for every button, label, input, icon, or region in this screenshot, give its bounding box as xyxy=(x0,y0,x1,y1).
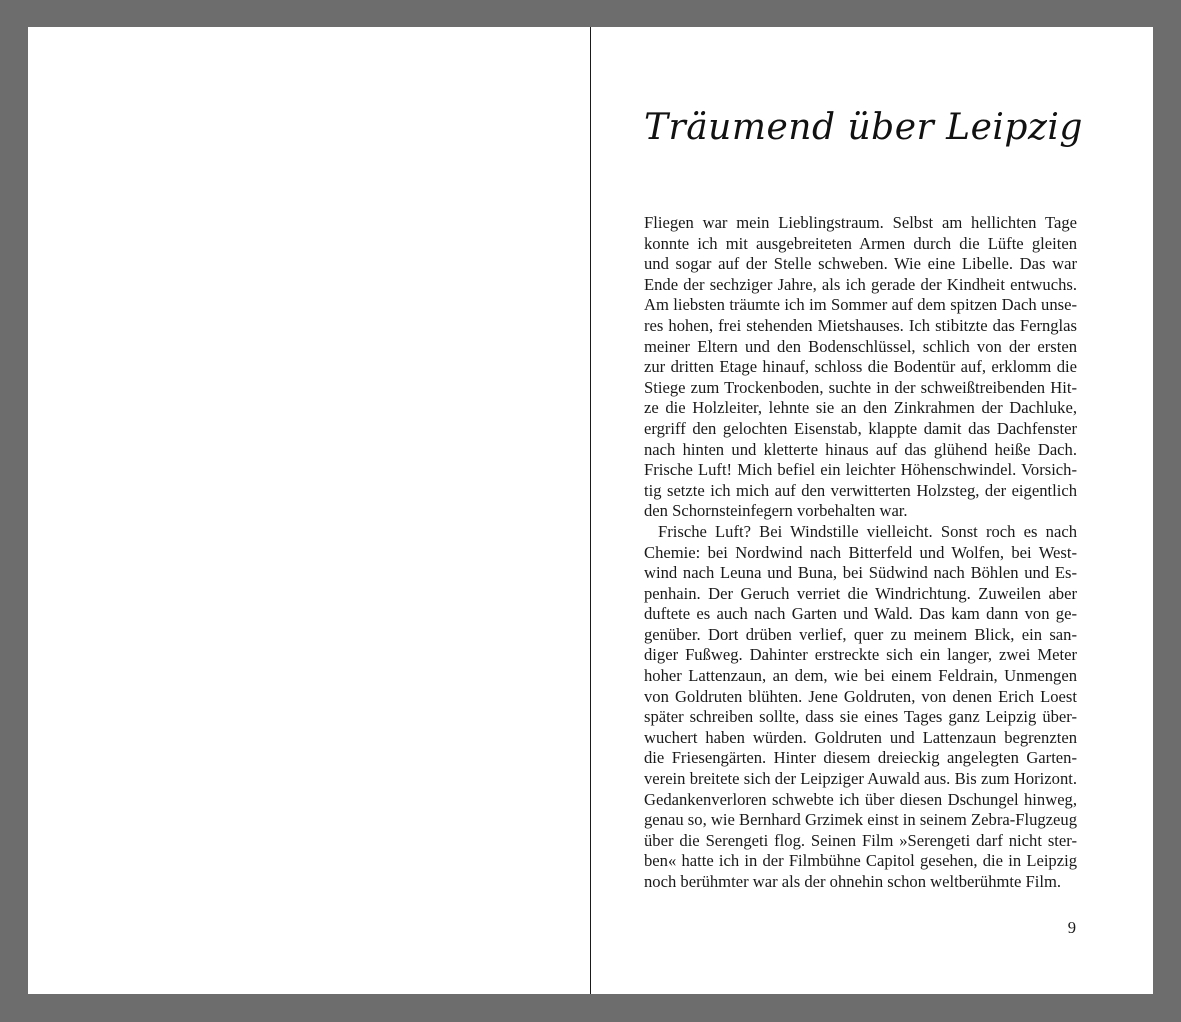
text-line: zur dritten Etage hinauf, schloss die Bodentür auf, erklomm die xyxy=(644,357,1077,377)
text-line: Stiege zum Trockenboden, suchte in der schweißtreibenden Hit- xyxy=(644,377,1077,397)
text-line: die Friesengärten. Hinter diesem dreieckig angelegten Garten- xyxy=(644,748,1077,768)
text-line: nach hinten und kletterte hinaus auf das glühend heiße Dach. xyxy=(644,439,1077,459)
text-line: später schreiben sollte, dass sie eines Tages ganz Leipzig über- xyxy=(644,707,1077,727)
text-line: ben« hatte ich in der Filmbühne Capitol gesehen, die in Leipzig xyxy=(644,851,1077,871)
text-line: Fliegen war mein Lieblingstraum. Selbst am hellichten Tage xyxy=(644,213,1077,232)
text-line: ergriff den gelochten Eisenstab, klappte damit das Dachfenster xyxy=(644,418,1077,438)
text-line: res hohen, frei stehenden Mietshauses. Ich stibitzte das Fernglas xyxy=(644,315,1077,335)
text-line: und sogar auf der Stelle schweben. Wie eine Libelle. Das war xyxy=(644,254,1077,274)
body-text xyxy=(644,213,1077,893)
text-line: Gedankenverloren schwebte ich über diesen Dschungel hinweg, xyxy=(644,789,1077,809)
text-line: penhain. Der Geruch verriet die Windrichtung. Zuweilen aber xyxy=(644,583,1077,603)
book-spread xyxy=(28,27,1153,994)
text-line: Am liebsten träumte ich im Sommer auf dem spitzen Dach unse- xyxy=(644,295,1077,315)
text-line: diger Fußweg. Dahinter erstreckte sich ein langer, zwei Meter xyxy=(644,645,1077,665)
text-line: wind nach Leuna und Buna, bei Südwind nach Böhlen und Es- xyxy=(644,563,1077,583)
text-line: noch berühmter war als der ohnehin schon weltberühmte Film. xyxy=(644,872,1062,891)
text-line: konnte ich mit ausgebreiteten Armen durch die Lüfte gleiten xyxy=(644,233,1077,253)
chapter-title: Träumend über Leipzig xyxy=(644,107,1083,148)
text-line: Frische Luft? Bei Windstille vielleicht. Sonst roch es nach xyxy=(658,521,1077,541)
text-line: Frische Luft! Mich befiel ein leichter Höhenschwindel. Vorsich- xyxy=(644,460,1077,480)
page-number: 9 xyxy=(1067,918,1076,937)
text-line: genüber. Dort drüben verlief, quer zu meinem Blick, ein san- xyxy=(644,624,1077,644)
text-line: duftete es auch nach Garten und Wald. Das kam dann von ge- xyxy=(644,604,1077,624)
text-line: meiner Eltern und den Bodenschlüssel, schlich von der ersten xyxy=(644,336,1077,356)
text-line: tig setzte ich mich auf den verwitterten Holzsteg, der eigentlich xyxy=(644,480,1077,500)
text-line: verein breitete sich der Leipziger Auwald aus. Bis zum Horizont. xyxy=(644,769,1077,789)
text-line: Ende der sechziger Jahre, als ich gerade der Kindheit entwuchs. xyxy=(644,274,1077,294)
right-page xyxy=(591,27,1153,994)
text-line: hoher Lattenzaun, an dem, wie bei einem Feldrain, Unmengen xyxy=(644,666,1077,686)
text-line: den Schornsteinfegern vorbehalten war. xyxy=(644,501,908,521)
text-line: wuchert haben würden. Goldruten und Lattenzaun begrenzten xyxy=(644,727,1077,747)
text-line: genau so, wie Bernhard Grzimek einst in seinem Zebra-Flugzeug xyxy=(644,810,1077,830)
text-line: Chemie: bei Nordwind nach Bitterfeld und Wolfen, bei West- xyxy=(644,542,1077,562)
left-page-blank xyxy=(28,27,590,994)
text-line: von Goldruten blühten. Jene Goldruten, von denen Erich Loest xyxy=(644,686,1077,706)
text-line: ze die Holzleiter, lehnte sie an den Zinkrahmen der Dachluke, xyxy=(644,398,1077,418)
text-line: über die Serengeti flog. Seinen Film »Serengeti darf nicht ster- xyxy=(644,830,1077,850)
